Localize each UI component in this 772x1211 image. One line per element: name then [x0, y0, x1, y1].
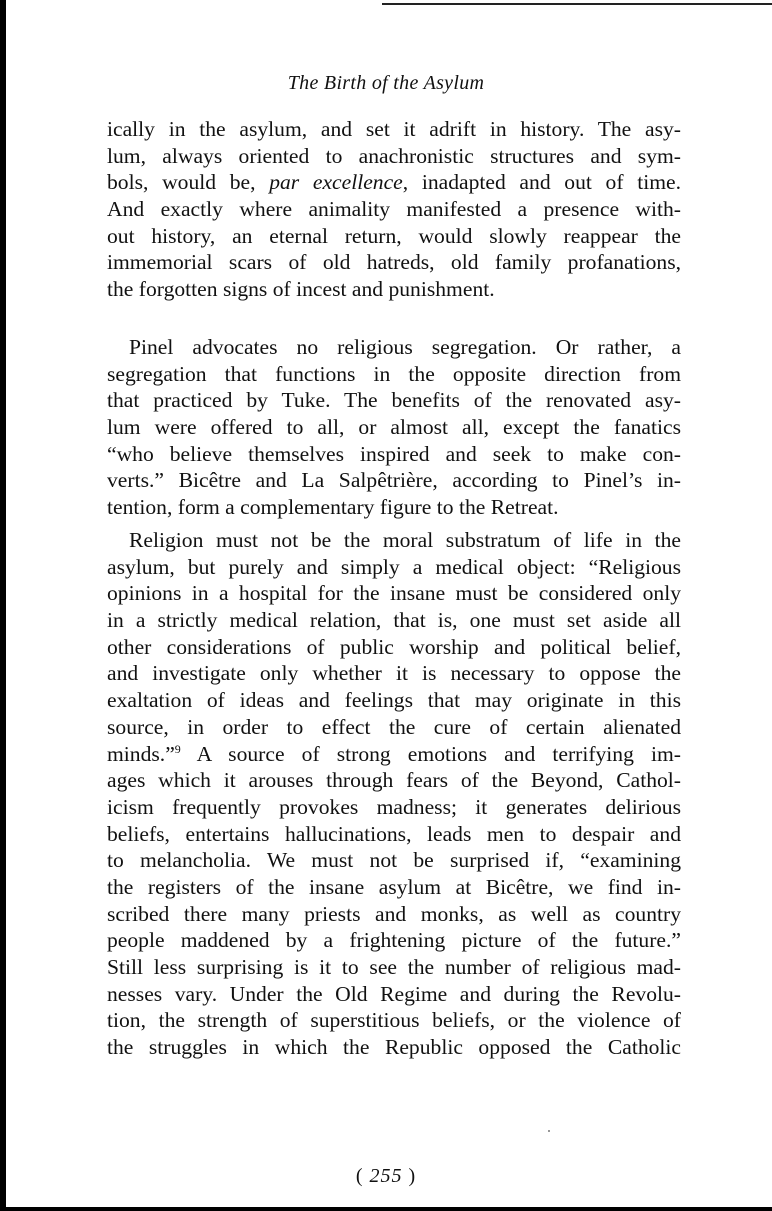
text-line: lum were offered to all, or almost all, except the fanatics — [107, 415, 681, 440]
text-line: the registers of the insane asylum at Bicêtre, we find in- — [107, 874, 681, 899]
text-line: Pinel advocates no religious segregation. Or rather, a — [129, 335, 681, 359]
text-line: ically in the asylum, and set it adrift in history. The asy- — [107, 117, 681, 141]
text-line: Religion must not be the moral substratum of life in the — [129, 528, 681, 552]
text-line: tion, the strength of superstitious beliefs, or the violence of — [107, 1008, 681, 1033]
text-line: asylum, but purely and simply a medical object: “Religious — [107, 554, 681, 579]
text-line: bols, would be, par excellence, inadapted and out of time. — [107, 170, 681, 195]
text-line: Still less surprising is it to see the number of religious mad- — [107, 955, 681, 979]
text-line: ages which it arouses through fears of the Beyond, Cathol- — [107, 768, 681, 793]
text-line: “who believe themselves inspired and seek to make con- — [107, 441, 681, 466]
text-line: in a strictly medical relation, that is, one must set aside all — [107, 608, 681, 633]
paragraph-1 — [107, 116, 681, 303]
text-line: source, in order to effect the cure of certain alienated — [107, 714, 681, 739]
text-line: opinions in a hospital for the insane must be considered only — [107, 581, 681, 606]
text-line: that practiced by Tuke. The benefits of the renovated asy- — [107, 388, 681, 413]
page-bottom-edge — [0, 1207, 772, 1211]
text-line: the forgotten signs of incest and punishment. — [107, 277, 495, 302]
running-head: The Birth of the Asylum — [287, 72, 485, 94]
text-line: the struggles in which the Republic opposed the Catholic — [107, 1035, 681, 1060]
text-line: tention, form a complementary figure to the Retreat. — [107, 495, 559, 520]
page-left-edge — [0, 0, 6, 1211]
text-line: scribed there many priests and monks, as well as country — [107, 901, 681, 926]
text-line: people maddened by a frightening picture of the future.” — [107, 928, 681, 953]
text-line: verts.” Bicêtre and La Salpêtrière, according to Pinel’s in- — [107, 468, 681, 493]
text-line: out history, an eternal return, would slowly reappear the — [107, 223, 681, 248]
text-line: icism frequently provokes madness; it generates delirious — [107, 794, 681, 819]
text-line: exaltation of ideas and feelings that may originate in this — [107, 688, 681, 713]
text-line: beliefs, entertains hallucinations, leads men to despair and — [107, 821, 681, 846]
text-line: minds.”$^9$ A source of strong emotions and terrifying im- — [107, 741, 681, 766]
text-line: immemorial scars of old hatreds, old family profanations, — [107, 250, 681, 275]
text-line: And exactly where animality manifested a presence with- — [107, 197, 681, 222]
text-line: other considerations of public worship and political belief, — [107, 634, 681, 659]
page-number: ( 255 ) — [355, 1165, 417, 1187]
text-line: and investigate only whether it is necessary to oppose the — [107, 661, 681, 686]
paragraph-3 — [107, 527, 681, 1061]
paragraph-2 — [107, 334, 681, 521]
text-line: nesses vary. Under the Old Regime and during the Revolu- — [107, 981, 681, 1006]
paper-speck — [548, 1130, 550, 1132]
text-line: segregation that functions in the opposite direction from — [107, 361, 681, 386]
text-line: lum, always oriented to anachronistic structures and sym- — [107, 143, 681, 168]
top-rule — [382, 3, 772, 5]
text-line: to melancholia. We must not be surprised if, “examining — [107, 848, 681, 873]
